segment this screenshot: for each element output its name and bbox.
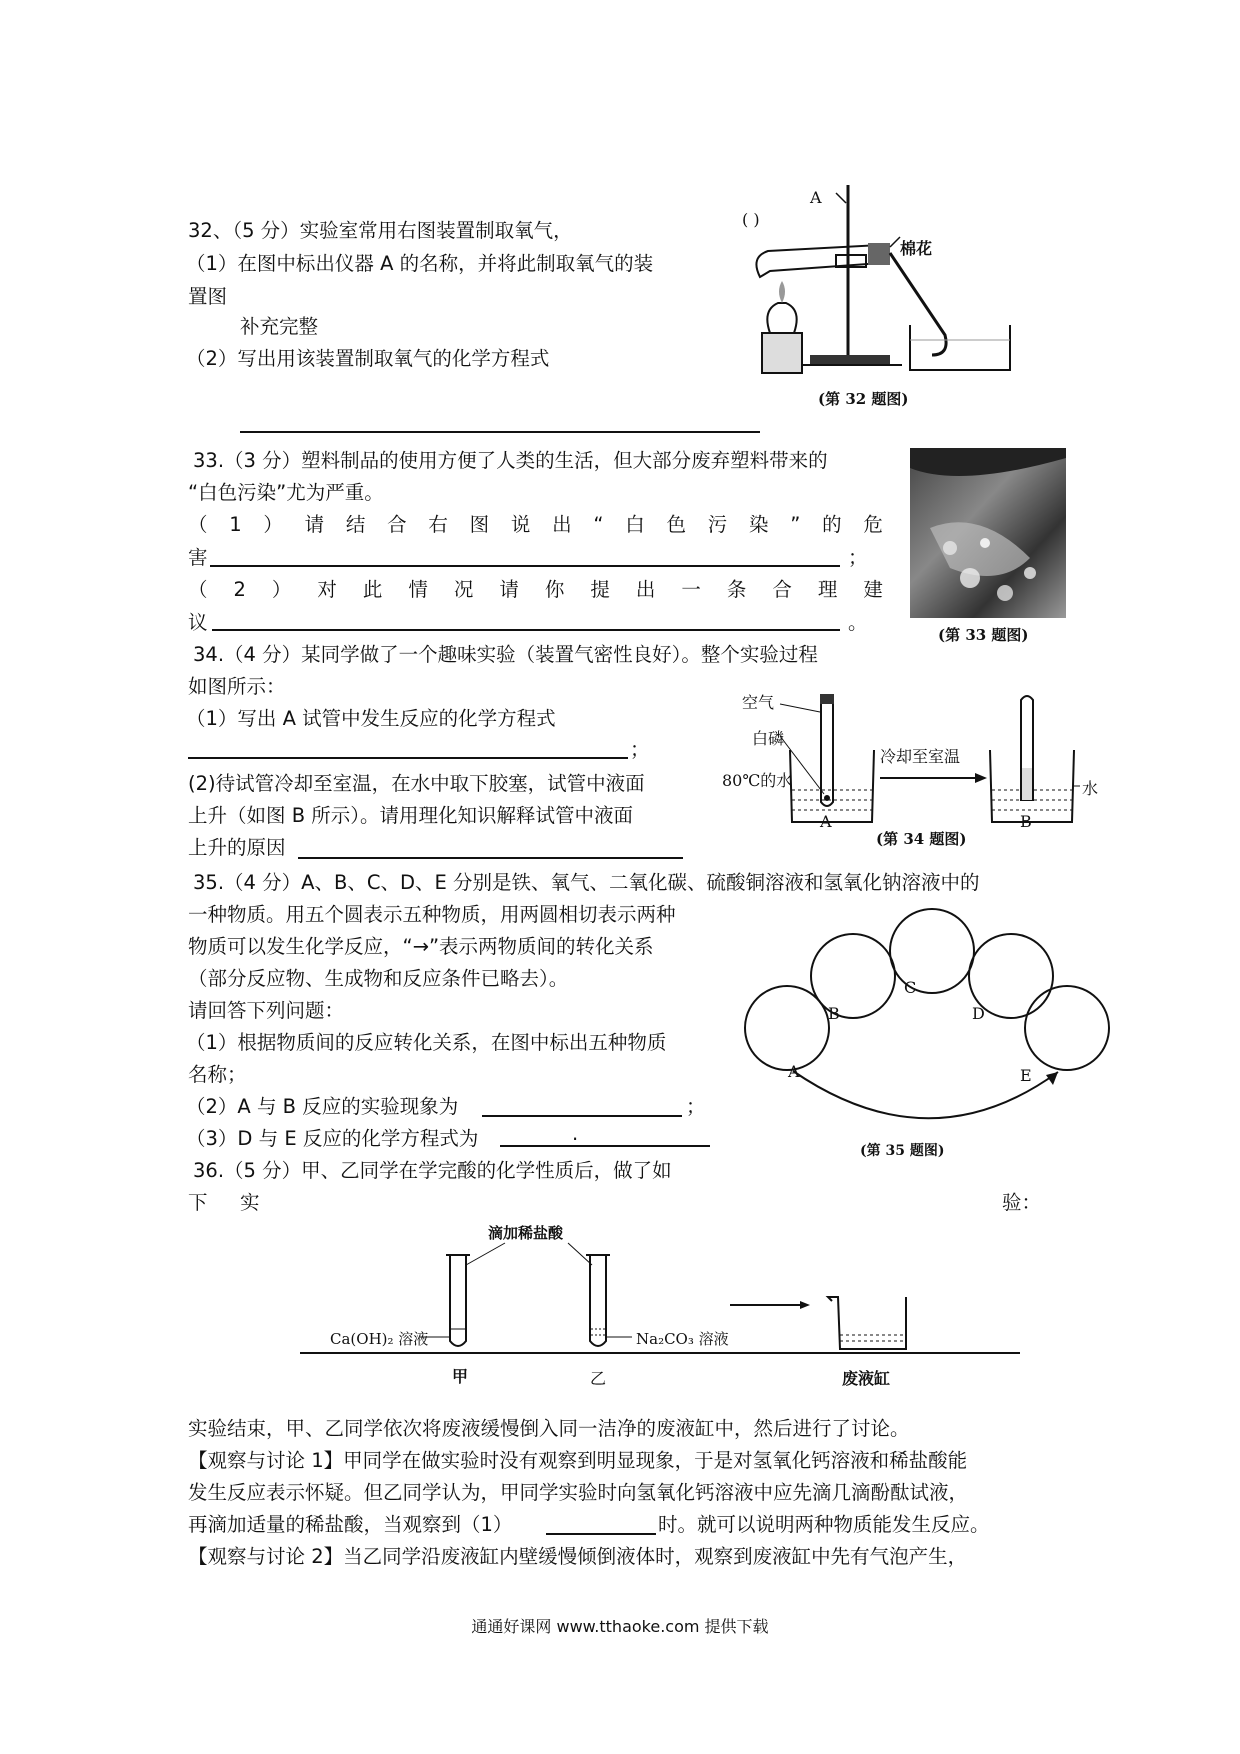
q33-pollution-photo (910, 448, 1066, 618)
q35-label-b: B (828, 1004, 840, 1023)
q33-char: 1 (229, 513, 242, 536)
q33-char: 此 (362, 578, 383, 601)
q33-char: 染 (749, 513, 769, 536)
q33-char: ” (790, 513, 801, 536)
q33-char: 出 (635, 578, 656, 601)
q33-char: 提 (590, 578, 610, 601)
q32-label-cotton: 棉花 (900, 239, 933, 258)
q35-label-d: D (972, 1004, 985, 1023)
q33-char: 危 (863, 513, 883, 536)
q32-part1-line1: （1）在图中标出仪器 A 的名称，并将此制取氧气的装 (186, 252, 654, 275)
q36-discuss1-line2: 发生反应表示怀疑。但乙同学认为，甲同学实验时向氢氧化钙溶液中应先滴几滴酚酞试液， (188, 1481, 969, 1504)
q34-part2-answer-line (298, 857, 683, 859)
q33-figure-caption: (第 33 题图) (938, 626, 1029, 644)
q36-label-waste: 废液缸 (842, 1369, 891, 1388)
q33-char: 白 (625, 513, 645, 536)
q33-stem-line1: 33.（3 分）塑料制品的使用方便了人类的生活，但大部分废弃塑料带来的 (193, 449, 828, 472)
q34-label-b: B (1020, 812, 1032, 831)
q33-part2-end: 。 (848, 611, 868, 634)
q33-part1-end: ； (848, 546, 868, 569)
q34-part1-answer-line (188, 757, 628, 759)
q33-char: 污 (707, 513, 728, 536)
q36-stem-line1: 36.（5 分）甲、乙同学在学完酸的化学性质后，做了如 (193, 1159, 672, 1182)
q35-label-e: E (1020, 1066, 1032, 1085)
q36-discuss1-line3a: 再滴加适量的稀盐酸，当观察到（1） (188, 1513, 513, 1536)
q33-part2-answer-line (212, 629, 840, 631)
q33-char: 出 (552, 513, 572, 536)
q35-stem-line1: 35.（4 分）A、B、C、D、E 分别是铁、氧气、二氧化碳、硫酸铜溶液和氢氧化钠溶液中的 (193, 871, 980, 894)
q32-answer-line (240, 431, 760, 433)
q34-part1: （1）写出 A 试管中发生反应的化学方程式 (186, 707, 556, 730)
q32-part1-line2: 置图 (188, 285, 228, 308)
q33-char: 说 (510, 513, 531, 536)
q33-char: 理 (817, 578, 838, 601)
q35-circle-diagram (740, 905, 1080, 1145)
q34-part2-line2: 上升（如图 B 所示）。请用理化知识解释试管中液面 (188, 804, 634, 827)
q34-label-hot-water: 80℃的水 (722, 771, 793, 790)
q36-stem-line2-b: 实 (240, 1191, 260, 1214)
q33-char: 请 (499, 578, 519, 601)
q34-figure-caption: (第 34 题图) (876, 830, 967, 848)
q34-stem-line1: 34.（4 分）某同学做了一个趣味实验（装置气密性良好）。整个实验过程 (193, 643, 818, 666)
q33-char: 合 (387, 513, 407, 536)
q32-label-paren: ( ) (742, 210, 760, 229)
q33-char: （ (188, 513, 208, 536)
q33-char: 你 (544, 578, 565, 601)
q34-label-a: A (820, 812, 832, 831)
q34-part2-line3: 上升的原因 (188, 836, 286, 859)
q36-text-line1: 实验结束，甲、乙同学依次将废液缓慢倒入同一洁净的废液缸中，然后进行了讨论。 (188, 1417, 910, 1440)
q36-label-jia: 甲 (452, 1367, 469, 1386)
q33-char: 合 (772, 578, 792, 601)
q33-char: “ (593, 513, 604, 536)
q36-label-caoh: Ca(OH)₂ 溶液 (330, 1330, 429, 1348)
q36-stem-line2-c: 验： (1002, 1191, 1042, 1214)
q35-stem-line2: 一种物质。用五个圆表示五种物质，用两圆相切表示两种 (188, 903, 676, 926)
q33-char: 右 (428, 513, 448, 536)
q35-part2-end: ； (686, 1095, 706, 1118)
q33-char: 请 (304, 513, 325, 536)
q35-part3-dot: . (572, 1122, 579, 1145)
q33-char: 2 (233, 578, 246, 601)
q32-label-a: A (810, 188, 822, 207)
q36-discuss2-line1: 【观察与讨论 2】当乙同学沿废液缸内壁缓慢倾倒液体时，观察到废液缸中先有气泡产生， (188, 1545, 968, 1568)
q36-label-acid: 滴加稀盐酸 (488, 1224, 564, 1242)
q33-char: 况 (453, 578, 474, 601)
q35-label-a: A (788, 1062, 800, 1081)
q33-part2-cont: 议 (188, 611, 208, 634)
q35-figure-caption: (第 35 题图) (860, 1143, 945, 1159)
q35-label-c: C (904, 978, 917, 997)
q35-stem-line4: （部分反应物、生成物和反应条件已略去）。 (188, 967, 569, 990)
q35-ask: 请回答下列问题： (188, 999, 345, 1022)
q32-figure-caption: (第 32 题图) (818, 390, 909, 408)
q35-part1-line2: 名称； (188, 1063, 247, 1086)
q34-part2-line1: (2)待试管冷却至室温，在水中取下胶塞，试管中液面 (188, 772, 645, 795)
q33-stem-line2: “白色污染”尤为严重。 (188, 481, 384, 504)
q34-label-water: 水 (1082, 779, 1099, 798)
q36-label-na2co3: Na₂CO₃ 溶液 (636, 1330, 729, 1348)
page-footer: 通通好课网 www.tthaoke.com 提供下载 (471, 1617, 769, 1636)
q34-label-air: 空气 (742, 693, 775, 712)
q33-part1-spread (188, 509, 883, 541)
q32-part1-line3: 补充完整 (240, 315, 319, 338)
q33-char: 的 (822, 513, 842, 536)
q35-circle-b (811, 934, 895, 1018)
q35-part2-answer-line (482, 1115, 682, 1117)
q34-label-phosphorus: 白磷 (752, 729, 785, 748)
q33-char: 情 (408, 578, 428, 601)
q33-char: （ (188, 578, 208, 601)
q33-char: 结 (345, 513, 366, 536)
q35-circle-c (890, 909, 974, 993)
q33-char: 一 (681, 578, 701, 601)
q35-part1-line1: （1）根据物质间的反应转化关系，在图中标出五种物质 (186, 1031, 667, 1054)
q36-stem-line2-a: 下 (188, 1191, 208, 1214)
q33-part1-answer-line (210, 565, 840, 567)
q33-part2-spread (188, 574, 883, 606)
q33-char: 对 (317, 578, 337, 601)
q35-part3: （3）D 与 E 反应的化学方程式为 (186, 1127, 479, 1150)
q36-label-yi: 乙 (590, 1369, 607, 1388)
q35-circle-a (745, 986, 829, 1070)
q35-circle-e (1025, 986, 1109, 1070)
q35-part3-answer-line (500, 1145, 710, 1147)
q36-discuss1-line3b: 时。就可以说明两种物质能发生反应。 (658, 1513, 990, 1536)
q36-discuss1-answer-line (546, 1533, 656, 1535)
q36-discuss1-line1: 【观察与讨论 1】甲同学在做实验时没有观察到明显现象，于是对氢氧化钙溶液和稀盐酸能 (188, 1449, 968, 1472)
q32-apparatus-figure (740, 185, 1030, 385)
q33-char: 图 (469, 513, 490, 536)
q34-stem-line2: 如图所示： (188, 675, 286, 698)
q32-part2: （2）写出用该装置制取氧气的化学方程式 (186, 347, 550, 370)
q34-part1-end: ； (630, 738, 650, 761)
q33-char: 建 (863, 578, 883, 601)
q33-char: ） (271, 578, 292, 601)
q32-stem: 32、（5 分）实验室常用右图装置制取氧气， (188, 219, 573, 242)
q33-char: 色 (666, 513, 687, 536)
q33-char: 条 (726, 578, 747, 601)
q33-char: ） (263, 513, 283, 536)
q34-label-cool: 冷却至室温 (880, 747, 961, 766)
q35-part2: （2）A 与 B 反应的实验现象为 (186, 1095, 459, 1118)
q35-stem-line3: 物质可以发生化学反应，“→”表示两物质间的转化关系 (188, 935, 654, 958)
q33-part1-cont: 害 (188, 546, 208, 569)
